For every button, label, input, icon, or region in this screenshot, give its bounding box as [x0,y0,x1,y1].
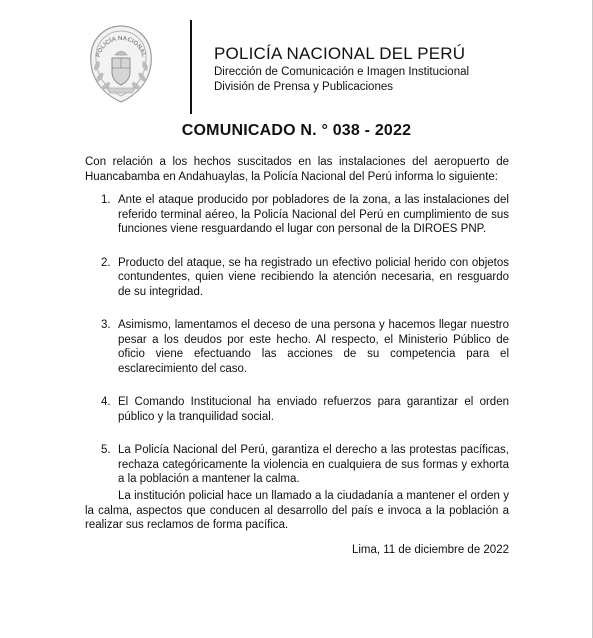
organization-name: POLICÍA NACIONAL DEL PERÚ [214,44,466,63]
list-item [85,193,509,237]
list-item-text: La Policía Nacional del Perú, garantiza el derecho a las protestas pacíficas, rechaza categóricamente la violencia en cualquiera de sus formas y exhorta a la población a mantener la calma. [118,444,509,485]
list-item-number: 5. [101,444,111,456]
list-item-number: 2. [101,256,111,269]
police-emblem-logo [85,22,157,106]
list-item-number: 3. [101,319,111,331]
list-item-text: Ante el ataque producido por pobladores de la zona, a las instalaciones del referido terminal aéreo, la Policía Nacional del Perú en cumplimiento de sus funciones viene resguardando el lugar con personal de la DIROES PNP. [118,194,509,235]
list-item [85,395,509,424]
intro-paragraph: Con relación a los hechos suscitados en las instalaciones del aeropuerto de Huancabamba en Andahuaylas, la Policía Nacional del Perú informa lo siguiente: [85,156,509,183]
police-emblem-icon [85,22,157,106]
list-item [85,256,509,300]
closing-paragraph: La institución policial hace un llamado a la ciudadanía a mantener el orden y la calma, aspectos que conducen al desarrollo del país e invoca a la población a realizar sus reclamos de forma pacífica. [85,490,509,531]
list-item [85,443,509,487]
svg-text:POLICÍA NACIONAL: POLICÍA NACIONAL [94,34,148,58]
division-line: División de Prensa y Publicaciones [214,81,393,93]
list-item [85,318,509,376]
header-divider [190,20,192,114]
list-item-text: Asimismo, lamentamos el deceso de una persona y hacemos llegar nuestro pesar a los deudos por este hecho. Al respecto, el Ministerio Público de oficio viene efectuando las acciones de su competencia para el esclarecimiento del caso. [118,319,509,375]
list-item-text: El Comando Institucional ha enviado refuerzos para garantizar el orden público y la tranquilidad social. [118,396,509,423]
date-line: Lima, 11 de diciembre de 2022 [351,544,509,556]
points-list [85,193,509,506]
communique-title: COMUNICADO N. ° 038 - 2022 [181,122,412,139]
department-line: Dirección de Comunicación e Imagen Institucional [214,66,470,78]
list-item-number: 1. [101,194,111,206]
list-item-text: Producto del ataque, se ha registrado un efectivo policial herido con objetos contundentes, quien viene recibiendo la atención necesaria, en resguardo de su integridad. [118,256,509,298]
list-item-number: 4. [101,396,111,408]
